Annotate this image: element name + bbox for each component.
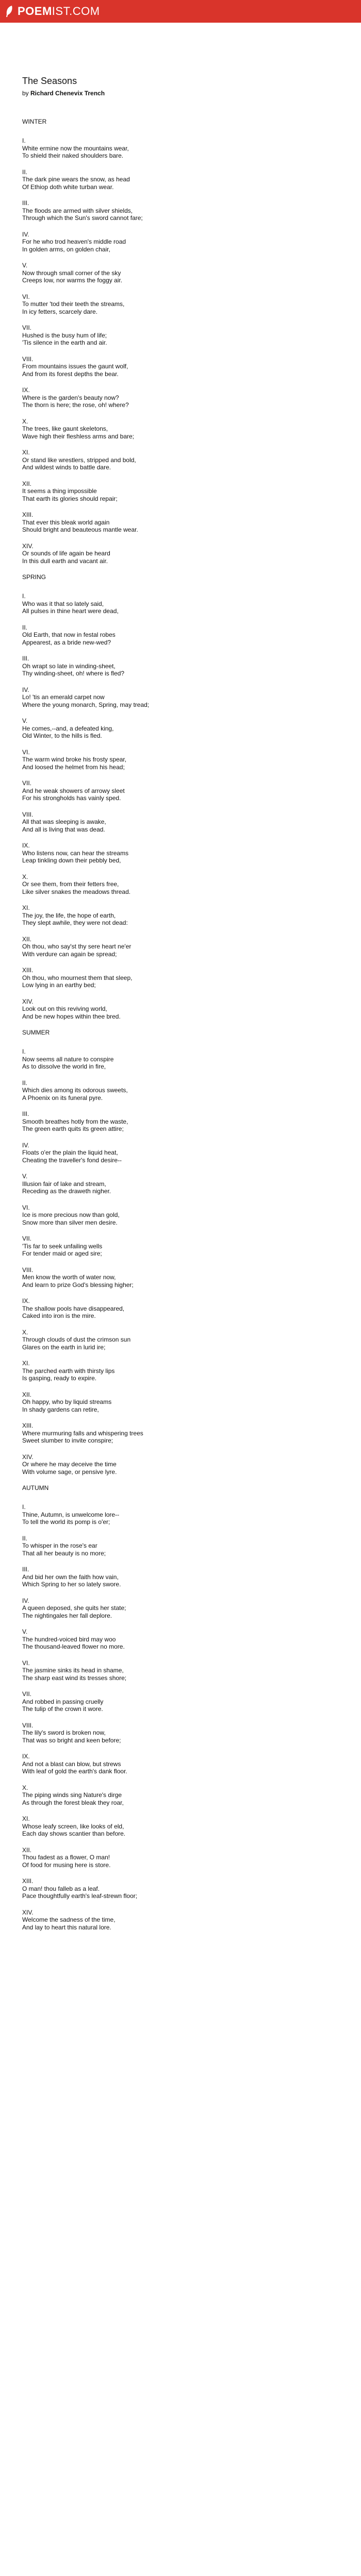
stanza bbox=[22, 1628, 339, 1651]
stanza-numeral: II. bbox=[22, 1079, 28, 1087]
stanza bbox=[22, 1360, 339, 1382]
stanza bbox=[22, 324, 339, 347]
stanza bbox=[22, 480, 339, 503]
poem-line: Snow more than silver men desire. bbox=[22, 1218, 118, 1226]
poem-line: The floods are armed with silver shields, bbox=[22, 207, 133, 214]
poem-line: The hundred-voiced bird may woo bbox=[22, 1635, 116, 1643]
stanza-numeral: X. bbox=[22, 1328, 28, 1336]
stanza-numeral: III. bbox=[22, 1110, 29, 1117]
stanza bbox=[22, 231, 339, 253]
stanza bbox=[22, 779, 339, 802]
poem-line: 'Tis silence in the earth and air. bbox=[22, 339, 107, 346]
stanza bbox=[22, 543, 339, 565]
poem-line: Who listens now, can hear the streams bbox=[22, 849, 129, 857]
stanza bbox=[22, 811, 339, 834]
poem-line: The green earth quits its green attire; bbox=[22, 1125, 124, 1132]
stanza-numeral: II. bbox=[22, 623, 28, 631]
stanza-numeral: XI. bbox=[22, 904, 30, 911]
poem-line: Of food for musing here is store. bbox=[22, 1861, 111, 1869]
stanza-numeral: VIII. bbox=[22, 810, 34, 818]
stanza bbox=[22, 1329, 339, 1351]
poem-line: Old Earth, that now in festal robes bbox=[22, 631, 116, 638]
poem-body bbox=[22, 118, 339, 1931]
poem-line: In icy fetters, scarcely dare. bbox=[22, 308, 98, 315]
stanza bbox=[22, 449, 339, 471]
poem-line: That earth its glories should repair; bbox=[22, 495, 118, 502]
poem-line: The parched earth with thirsty lips bbox=[22, 1367, 115, 1375]
poem-line: And from its forest depths the bear. bbox=[22, 370, 119, 378]
poem-line: Cheating the traveller's fond desire-- bbox=[22, 1156, 122, 1164]
stanza-numeral: XII. bbox=[22, 1846, 32, 1854]
stanza bbox=[22, 262, 339, 284]
stanza-numeral: XII. bbox=[22, 1391, 32, 1398]
stanza bbox=[22, 1048, 339, 1071]
stanza-numeral: XIII. bbox=[22, 1422, 34, 1429]
stanza bbox=[22, 418, 339, 440]
stanza bbox=[22, 1722, 339, 1744]
stanza-numeral: XIV. bbox=[22, 997, 34, 1005]
poem-line: 'Tis far to seek unfailing wells bbox=[22, 1242, 103, 1250]
poem-line: For he who trod heaven's middle road bbox=[22, 238, 126, 245]
stanza-numeral: VI. bbox=[22, 748, 30, 756]
poem-line: Of Ethiop doth white turban wear. bbox=[22, 183, 114, 191]
stanza-numeral: XII. bbox=[22, 480, 32, 487]
stanza-numeral: XIV. bbox=[22, 1908, 34, 1916]
poem-section bbox=[22, 1029, 339, 1476]
poem-line: In shady gardens can retire, bbox=[22, 1405, 99, 1413]
poem-line: With verdure can again be spread; bbox=[22, 950, 117, 958]
poem-section bbox=[22, 1484, 339, 1931]
poem-line: Should bright and beauteous mantle wear. bbox=[22, 526, 138, 533]
stanza bbox=[22, 717, 339, 740]
author-link[interactable]: Richard Chenevix Trench bbox=[30, 90, 105, 97]
poem-line: Hushed is the busy hum of life; bbox=[22, 331, 107, 339]
poem-line: The thousand-leaved flower no more. bbox=[22, 1643, 125, 1650]
poem-line: Glares on the earth in lurid ire; bbox=[22, 1343, 106, 1351]
poem-line: That ever this bleak world again bbox=[22, 518, 110, 526]
stanza bbox=[22, 386, 339, 409]
poem-line: The sharp east wind its tresses shore; bbox=[22, 1674, 127, 1682]
stanza bbox=[22, 842, 339, 865]
poem-line: Look out on this reviving world, bbox=[22, 1005, 107, 1012]
poem-line: Where is the garden's beauty now? bbox=[22, 394, 119, 401]
stanza-numeral: IX. bbox=[22, 1753, 30, 1760]
stanza bbox=[22, 199, 339, 222]
stanza bbox=[22, 1846, 339, 1869]
stanza-numeral: VII. bbox=[22, 779, 32, 787]
stanza bbox=[22, 1909, 339, 1931]
poem-line: And robbed in passing cruelly bbox=[22, 1698, 104, 1705]
stanza-numeral: X. bbox=[22, 1784, 28, 1791]
poem-line: Leap tinkling down their pebbly bed, bbox=[22, 857, 121, 864]
section-heading: AUTUMN bbox=[22, 1484, 49, 1492]
poem-line: And bid her own the faith how vain, bbox=[22, 1573, 119, 1581]
poem-line: And lay to heart this natural lore. bbox=[22, 1923, 111, 1931]
poem-line: Pace thoughtfully earth's leaf-strewn floor; bbox=[22, 1892, 138, 1900]
poem-line: To mutter 'tod their teeth the streams, bbox=[22, 300, 125, 308]
stanza-numeral: IV. bbox=[22, 230, 29, 238]
poem-line: Floats o'er the plain the liquid heat, bbox=[22, 1149, 118, 1156]
stanza bbox=[22, 1297, 339, 1320]
stanza bbox=[22, 967, 339, 989]
stanza bbox=[22, 1815, 339, 1838]
stanza bbox=[22, 624, 339, 647]
stanza-numeral: VI. bbox=[22, 1204, 30, 1211]
poem-line: Creeps low, nor warms the foggy air. bbox=[22, 277, 123, 284]
poem-line: Where the young monarch, Spring, may tread; bbox=[22, 701, 150, 708]
stanza bbox=[22, 1503, 339, 1526]
stanza-numeral: I. bbox=[22, 1503, 26, 1511]
top-bar bbox=[0, 0, 361, 23]
stanza-numeral: III. bbox=[22, 1566, 29, 1573]
poem-line: And he weak showers of arrowy sleet bbox=[22, 787, 125, 794]
stanza-numeral: V. bbox=[22, 1628, 28, 1635]
poem-line: As to dissolve the world in fire, bbox=[22, 1063, 106, 1070]
poem-line: Caked into iron is the mire. bbox=[22, 1312, 96, 1319]
poem-line: All pulses in thine heart were dead, bbox=[22, 607, 119, 615]
stanza-numeral: IV. bbox=[22, 686, 29, 693]
stanza bbox=[22, 1204, 339, 1227]
stanza bbox=[22, 1690, 339, 1713]
stanza bbox=[22, 1422, 339, 1445]
poem-line: As through the forest bleak they roar, bbox=[22, 1799, 124, 1806]
stanza bbox=[22, 686, 339, 709]
poem-line: In golden arms, on golden chair, bbox=[22, 245, 110, 253]
poem-line: It seems a thing impossible bbox=[22, 487, 97, 495]
poem-line: The thorn is here; the rose, oh! where? bbox=[22, 401, 129, 409]
poem-line: Now seems all nature to conspire bbox=[22, 1055, 114, 1063]
poem-line: He comes,--and, a defeated king, bbox=[22, 724, 114, 732]
stanza-numeral: V. bbox=[22, 717, 28, 724]
stanza bbox=[22, 749, 339, 771]
poem-line: In this dull earth and vacant air. bbox=[22, 557, 108, 565]
stanza bbox=[22, 904, 339, 927]
stanza bbox=[22, 1566, 339, 1588]
poem-line: Whose leafy screen, like looks of eld, bbox=[22, 1822, 124, 1830]
feather-icon bbox=[5, 5, 13, 18]
stanza bbox=[22, 137, 339, 160]
stanza bbox=[22, 293, 339, 316]
poem-line: White ermine now the mountains wear, bbox=[22, 144, 129, 152]
poem-line: Thine, Autumn, is unwelcome lore-- bbox=[22, 1511, 120, 1518]
poem-line: The warm wind broke his frosty spear, bbox=[22, 756, 127, 763]
stanza-numeral: XIII. bbox=[22, 967, 34, 974]
stanza bbox=[22, 1453, 339, 1476]
stanza bbox=[22, 1597, 339, 1620]
poem-line: Now through small corner of the sky bbox=[22, 269, 121, 277]
poem-title: The Seasons bbox=[22, 76, 77, 86]
stanza-numeral: I. bbox=[22, 1048, 26, 1055]
poem-line: Or see them, from their fetters free, bbox=[22, 880, 119, 888]
poem-section bbox=[22, 573, 339, 1020]
poem-line: The tulip of the crown it wore. bbox=[22, 1705, 103, 1713]
poem-line: Oh happy, who by liquid streams bbox=[22, 1398, 112, 1405]
author-line bbox=[22, 90, 339, 97]
poem-page bbox=[0, 75, 361, 1931]
stanza bbox=[22, 1535, 339, 1557]
poem-line: For tender maid or aged sire; bbox=[22, 1250, 102, 1257]
stanza-numeral: VIII. bbox=[22, 1266, 34, 1274]
stanza-numeral: XII. bbox=[22, 935, 32, 943]
stanza bbox=[22, 998, 339, 1021]
poem-line: Which Spring to her so lately swore. bbox=[22, 1581, 121, 1588]
poem-line: Which dies among its odorous sweets, bbox=[22, 1087, 128, 1094]
poem-line: Wave high their fleshless arms and bare; bbox=[22, 432, 134, 440]
poem-line: Through which the Sun's sword cannot fare; bbox=[22, 214, 143, 222]
poem-line: To tell the world its pomp is o'er; bbox=[22, 1518, 110, 1526]
stanza-numeral: VI. bbox=[22, 293, 30, 300]
stanza-numeral: II. bbox=[22, 168, 28, 176]
stanza-numeral: V. bbox=[22, 1173, 28, 1180]
stanza-numeral: IX. bbox=[22, 386, 30, 394]
poem-line: Lo! 'tis an emerald carpet now bbox=[22, 693, 105, 701]
stanza-numeral: XIII. bbox=[22, 511, 34, 518]
stanza-numeral: XI. bbox=[22, 1360, 30, 1367]
section-heading: WINTER bbox=[22, 118, 47, 125]
poem-line: Like silver snakes the meadows thread. bbox=[22, 888, 131, 895]
stanza-numeral: IX. bbox=[22, 1297, 30, 1304]
poem-line: That all her beauty is no more; bbox=[22, 1549, 106, 1557]
poem-line: Who was it that so lately said, bbox=[22, 600, 104, 607]
poem-line: All that was sleeping is awake, bbox=[22, 818, 106, 825]
poem-line: And be new hopes within thee bred. bbox=[22, 1012, 121, 1020]
site-name: POEMIST.COM bbox=[18, 5, 100, 18]
stanza bbox=[22, 592, 339, 615]
stanza-numeral: IX. bbox=[22, 842, 30, 849]
stanza-numeral: II. bbox=[22, 1534, 28, 1542]
poem-line: A Phoenix on its funeral pyre. bbox=[22, 1094, 103, 1101]
poem-line: Or where he may deceive the time bbox=[22, 1461, 117, 1468]
poem-line: Illusion fair of lake and stream, bbox=[22, 1180, 106, 1188]
stanza bbox=[22, 511, 339, 534]
section-heading: SUMMER bbox=[22, 1029, 50, 1036]
poem-line: Oh wrapt so late in winding-sheet, bbox=[22, 662, 116, 670]
poem-line: The joy, the life, the hope of earth, bbox=[22, 911, 116, 919]
stanza-numeral: XI. bbox=[22, 449, 30, 456]
stanza-numeral: VIII. bbox=[22, 1721, 34, 1729]
stanza-numeral: X. bbox=[22, 417, 28, 425]
stanza-numeral: VII. bbox=[22, 324, 32, 331]
poem-line: Men know the worth of water now, bbox=[22, 1274, 116, 1281]
poem-line: Smooth breathes hotly from the waste, bbox=[22, 1117, 128, 1125]
poem-line: Or stand like wrestlers, stripped and bold, bbox=[22, 456, 136, 464]
stanza bbox=[22, 1173, 339, 1195]
stanza-numeral: I. bbox=[22, 137, 26, 144]
poem-line: Thou fadest as a flower, O man! bbox=[22, 1854, 110, 1861]
poem-line: The dark pine wears the snow, as head bbox=[22, 176, 130, 183]
poem-line: Where murmuring falls and whispering trees bbox=[22, 1429, 143, 1437]
poem-line: That was so bright and keen before; bbox=[22, 1736, 121, 1744]
poem-line: Is gasping, ready to expire. bbox=[22, 1375, 97, 1382]
stanza-numeral: III. bbox=[22, 655, 29, 662]
stanza bbox=[22, 936, 339, 958]
poem-line: Welcome the sadness of the time, bbox=[22, 1916, 116, 1923]
poem-line: Oh thou, who mournest them that sleep, bbox=[22, 974, 133, 981]
stanza-numeral: I. bbox=[22, 592, 26, 600]
stanza-numeral: VII. bbox=[22, 1690, 32, 1698]
stanza bbox=[22, 168, 339, 191]
stanza-numeral: VIII. bbox=[22, 355, 34, 363]
poem-line: O man! thou falleb as a leaf. bbox=[22, 1885, 100, 1892]
stanza bbox=[22, 1784, 339, 1807]
section-heading: SPRING bbox=[22, 573, 46, 581]
poem-line: From mountains issues the gaunt wolf, bbox=[22, 363, 128, 370]
poem-line: And wildest winds to battle dare. bbox=[22, 464, 111, 471]
poem-line: With leaf of gold the earth's dank floor. bbox=[22, 1768, 127, 1775]
poem-line: And loosed the helmet from his head; bbox=[22, 763, 125, 771]
stanza bbox=[22, 1235, 339, 1258]
stanza-numeral: XIV. bbox=[22, 542, 34, 550]
poem-line: And learn to prize God's blessing higher; bbox=[22, 1281, 134, 1289]
stanza-numeral: VI. bbox=[22, 1659, 30, 1667]
poem-line: For his strongholds has vainly sped. bbox=[22, 794, 121, 802]
stanza-numeral: IV. bbox=[22, 1141, 29, 1149]
poem-line: To shield their naked shoulders bare. bbox=[22, 152, 124, 159]
by-label: by bbox=[22, 90, 31, 97]
stanza-numeral: XIV. bbox=[22, 1453, 34, 1461]
poem-line: The trees, like gaunt skeletons, bbox=[22, 425, 108, 432]
poem-line: Each day shows scantier than before. bbox=[22, 1830, 126, 1837]
poem-line: The nightingales her fall deplore. bbox=[22, 1612, 112, 1619]
poem-line: Ice is more precious now than gold, bbox=[22, 1211, 120, 1218]
poem-line: Old Winter, to the hills is fled. bbox=[22, 732, 102, 739]
stanza bbox=[22, 1753, 339, 1775]
stanza bbox=[22, 1266, 339, 1289]
poem-line: Receding as the draweth nigher. bbox=[22, 1188, 111, 1195]
stanza bbox=[22, 1659, 339, 1682]
poem-line: Oh thou, who say'st thy sere heart ne'er bbox=[22, 943, 132, 950]
stanza bbox=[22, 355, 339, 378]
site-logo[interactable] bbox=[5, 5, 100, 18]
stanza-numeral: III. bbox=[22, 199, 29, 207]
poem-line: The piping winds sing Nature's dirge bbox=[22, 1791, 122, 1799]
poem-line: To whisper in the rose's ear bbox=[22, 1542, 97, 1549]
stanza bbox=[22, 873, 339, 896]
poem-line: They slept awhile, they were not dead: bbox=[22, 919, 128, 926]
stanza-numeral: IV. bbox=[22, 1597, 29, 1604]
poem-line: Sweet slumber to invite conspire; bbox=[22, 1437, 113, 1444]
poem-line: Thy winding-sheet, oh! where is fled? bbox=[22, 670, 125, 677]
stanza-numeral: X. bbox=[22, 873, 28, 880]
poem-line: Or sounds of life again be heard bbox=[22, 550, 110, 557]
stanza bbox=[22, 1877, 339, 1900]
poem-line: Appearest, as a bride new-wed? bbox=[22, 638, 111, 646]
stanza bbox=[22, 1391, 339, 1414]
poem-line: A queen deposed, she quits her state; bbox=[22, 1604, 126, 1612]
poem-line: And not a blast can blow, but strews bbox=[22, 1760, 121, 1768]
poem-line: Through clouds of dust the crimson sun bbox=[22, 1336, 131, 1343]
poem-line: And all is living that was dead. bbox=[22, 825, 105, 833]
poem-line: The shallow pools have disappeared, bbox=[22, 1304, 125, 1312]
stanza bbox=[22, 1142, 339, 1164]
stanza-numeral: V. bbox=[22, 262, 28, 269]
stanza bbox=[22, 655, 339, 677]
stanza bbox=[22, 1079, 339, 1102]
poem-section bbox=[22, 118, 339, 565]
poem-line: Low lying in an earthy bed; bbox=[22, 981, 96, 989]
stanza-numeral: XIII. bbox=[22, 1877, 34, 1885]
stanza-numeral: VII. bbox=[22, 1235, 32, 1242]
poem-line: The jasmine sinks its head in shame, bbox=[22, 1667, 124, 1674]
stanza-numeral: XI. bbox=[22, 1815, 30, 1822]
poem-line: The lily's sword is broken now, bbox=[22, 1729, 106, 1736]
stanza bbox=[22, 1110, 339, 1133]
poem-line: With volume sage, or pensive lyre. bbox=[22, 1468, 117, 1476]
